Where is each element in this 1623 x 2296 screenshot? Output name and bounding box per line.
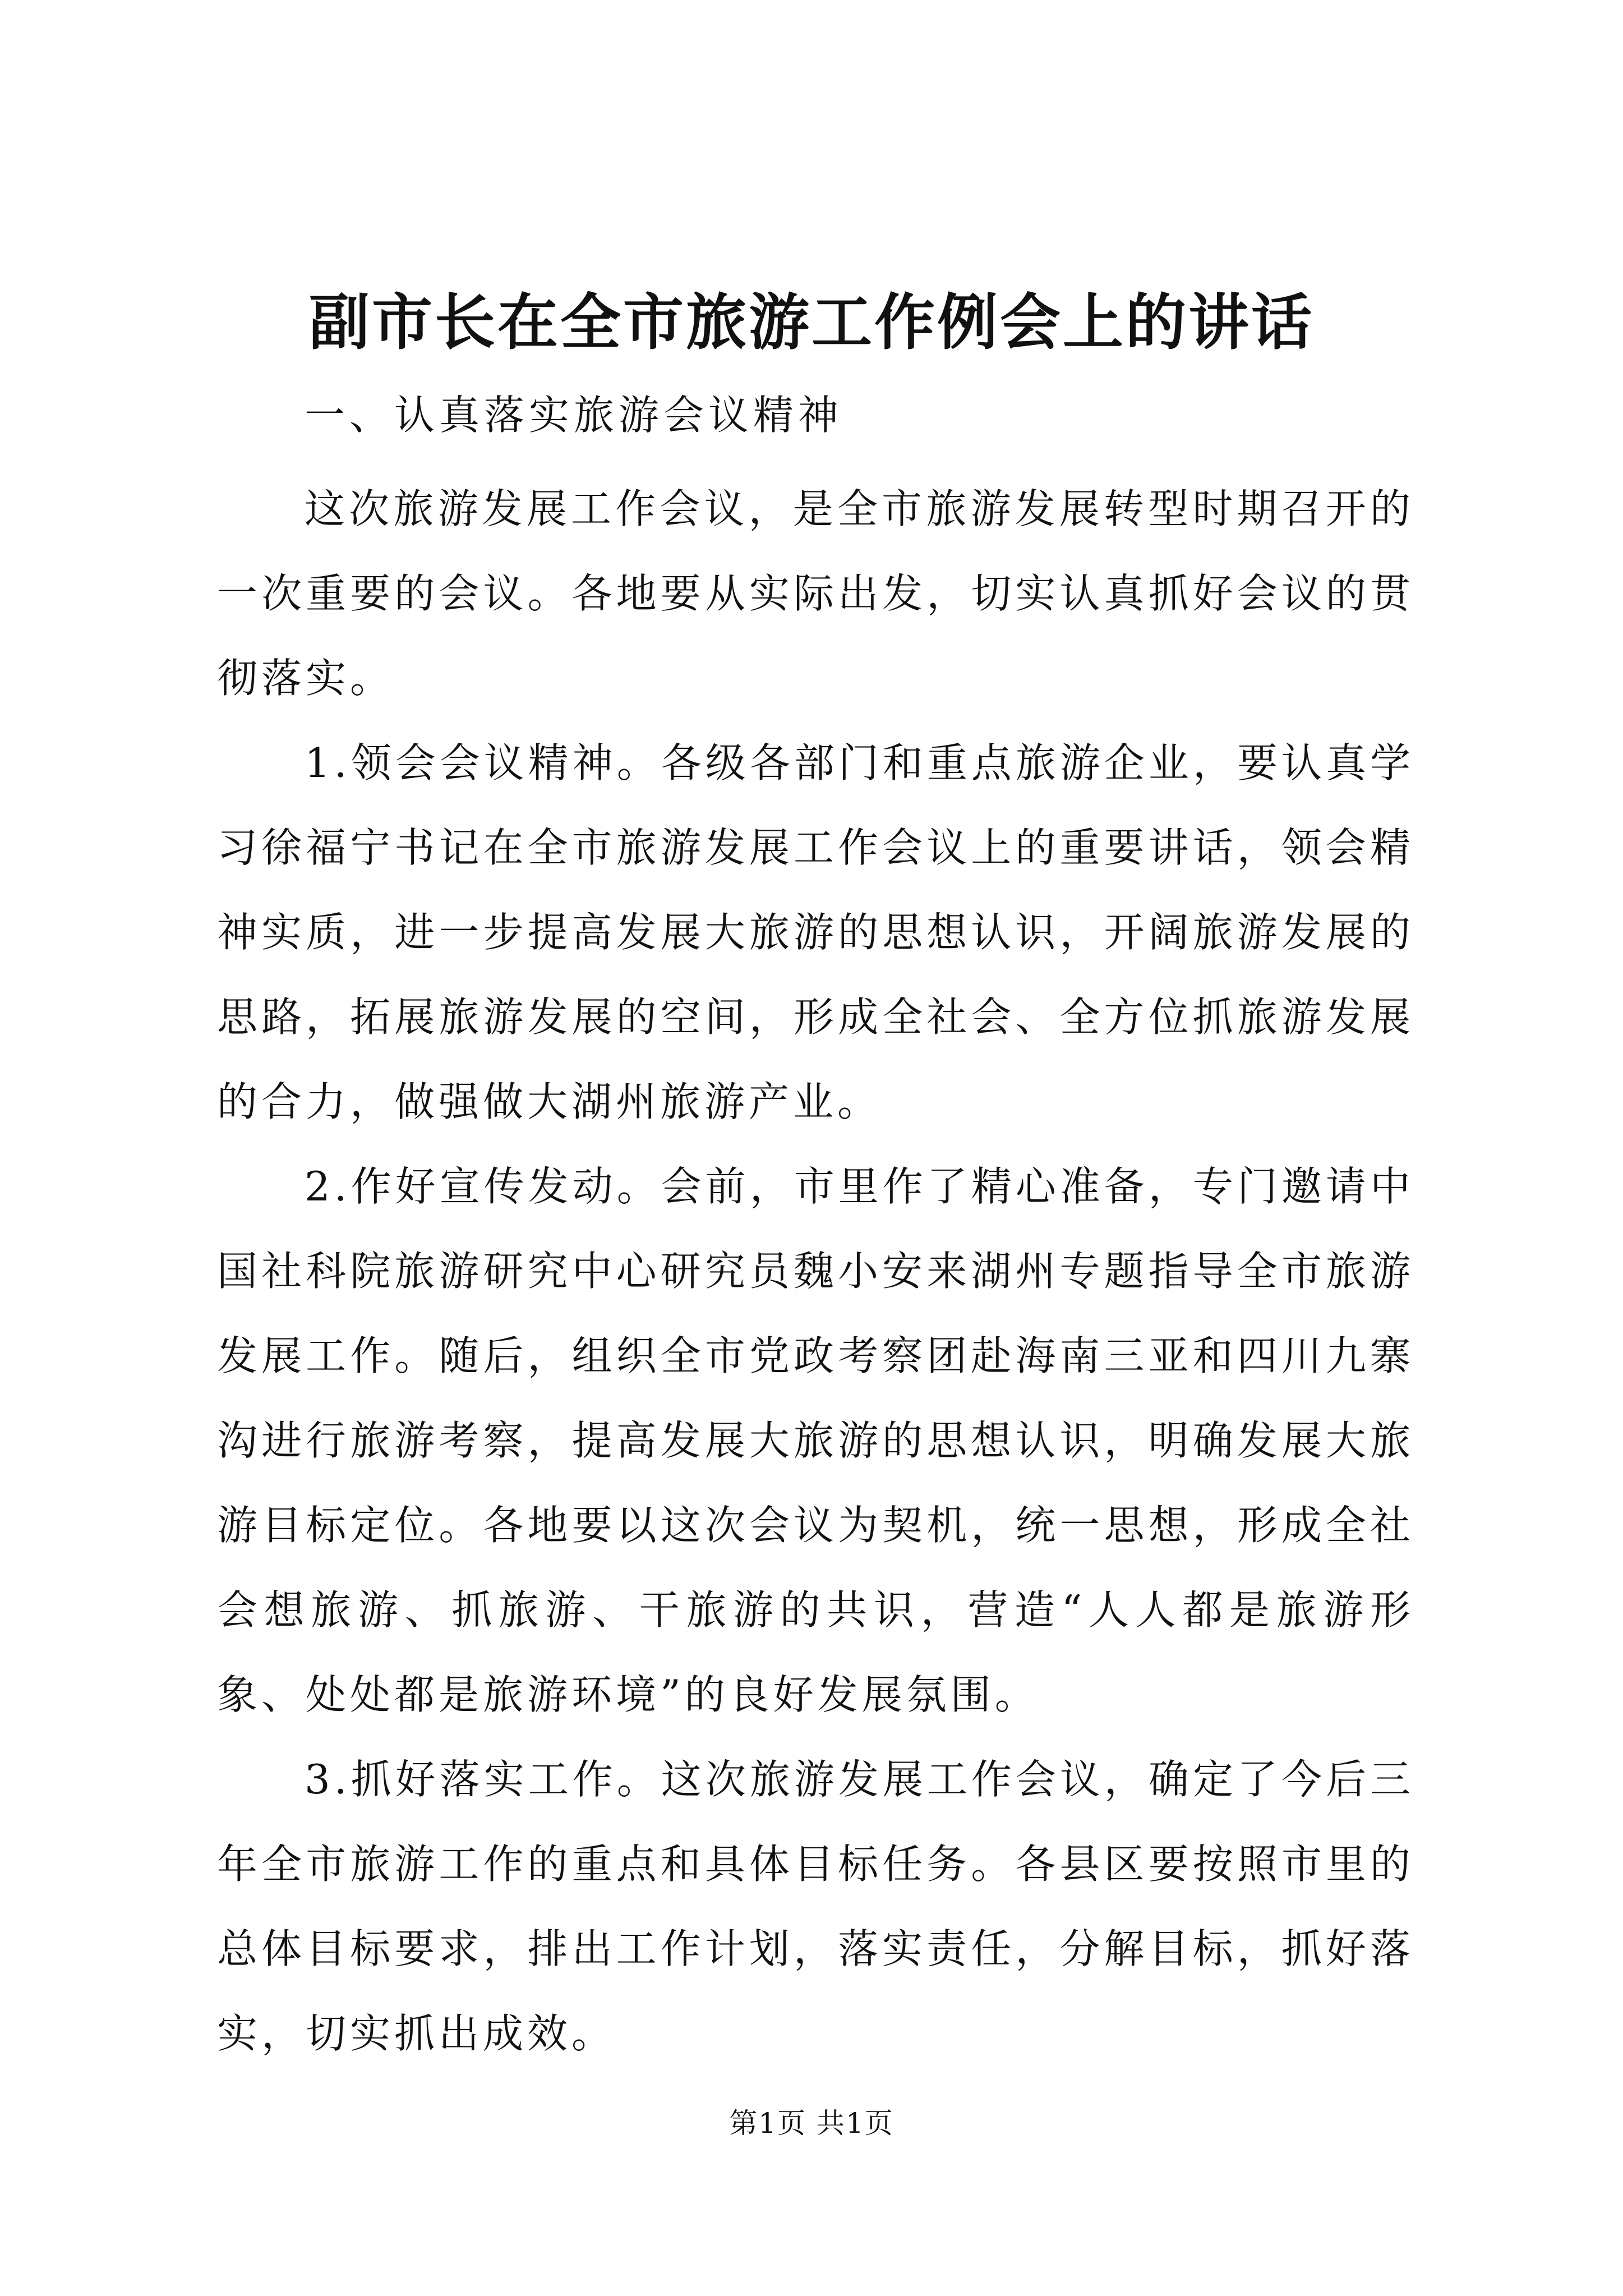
page-number-footer: 第1页 共1页 [729,2107,894,2139]
document-title: 副市长在全市旅游工作例会上的讲话 [308,287,1314,358]
paragraph-point-2: 2.作好宣传发动。会前，市里作了精心准备，专门邀请中国社科院旅游研究中心研究员魏小安来湖州专题指导全市旅游发展工作。随后，组织全市党政考察团赴海南三亚和四川九寨沟进行旅游考察，提高发展大旅游的思想认识，明确发展大旅游目标定位。各地要以这次会议为契机，统一思想，形成全社会想旅游、抓旅游、干旅游的共识，营造“人人都是旅游形象、处处都是旅游环境”的良好发展氛围。 [217,1163,1414,1718]
paragraph-point-3: 3.抓好落实工作。这次旅游发展工作会议，确定了今后三年全市旅游工作的重点和具体目标任务。各县区要按照市里的总体目标要求，排出工作计划，落实责任，分解目标，抓好落实，切实抓出成效。 [217,1756,1414,2057]
paragraph-point-1: 1.领会会议精神。各级各部门和重点旅游企业，要认真学习徐福宁书记在全市旅游发展工作会议上的重要讲话，领会精神实质，进一步提高发展大旅游的思想认识，开阔旅游发展的思路，拓展旅游发展的空间，形成全社会、全方位抓旅游发展的合力，做强做大湖州旅游产业。 [217,739,1414,1125]
paragraph-intro: 这次旅游发展工作会议，是全市旅游发展转型时期召开的一次重要的会议。各地要从实际出发，切实认真抓好会议的贯彻落实。 [217,485,1414,702]
document-body [217,381,1414,2076]
section-heading: 一、认真落实旅游会议精神 [305,392,843,439]
